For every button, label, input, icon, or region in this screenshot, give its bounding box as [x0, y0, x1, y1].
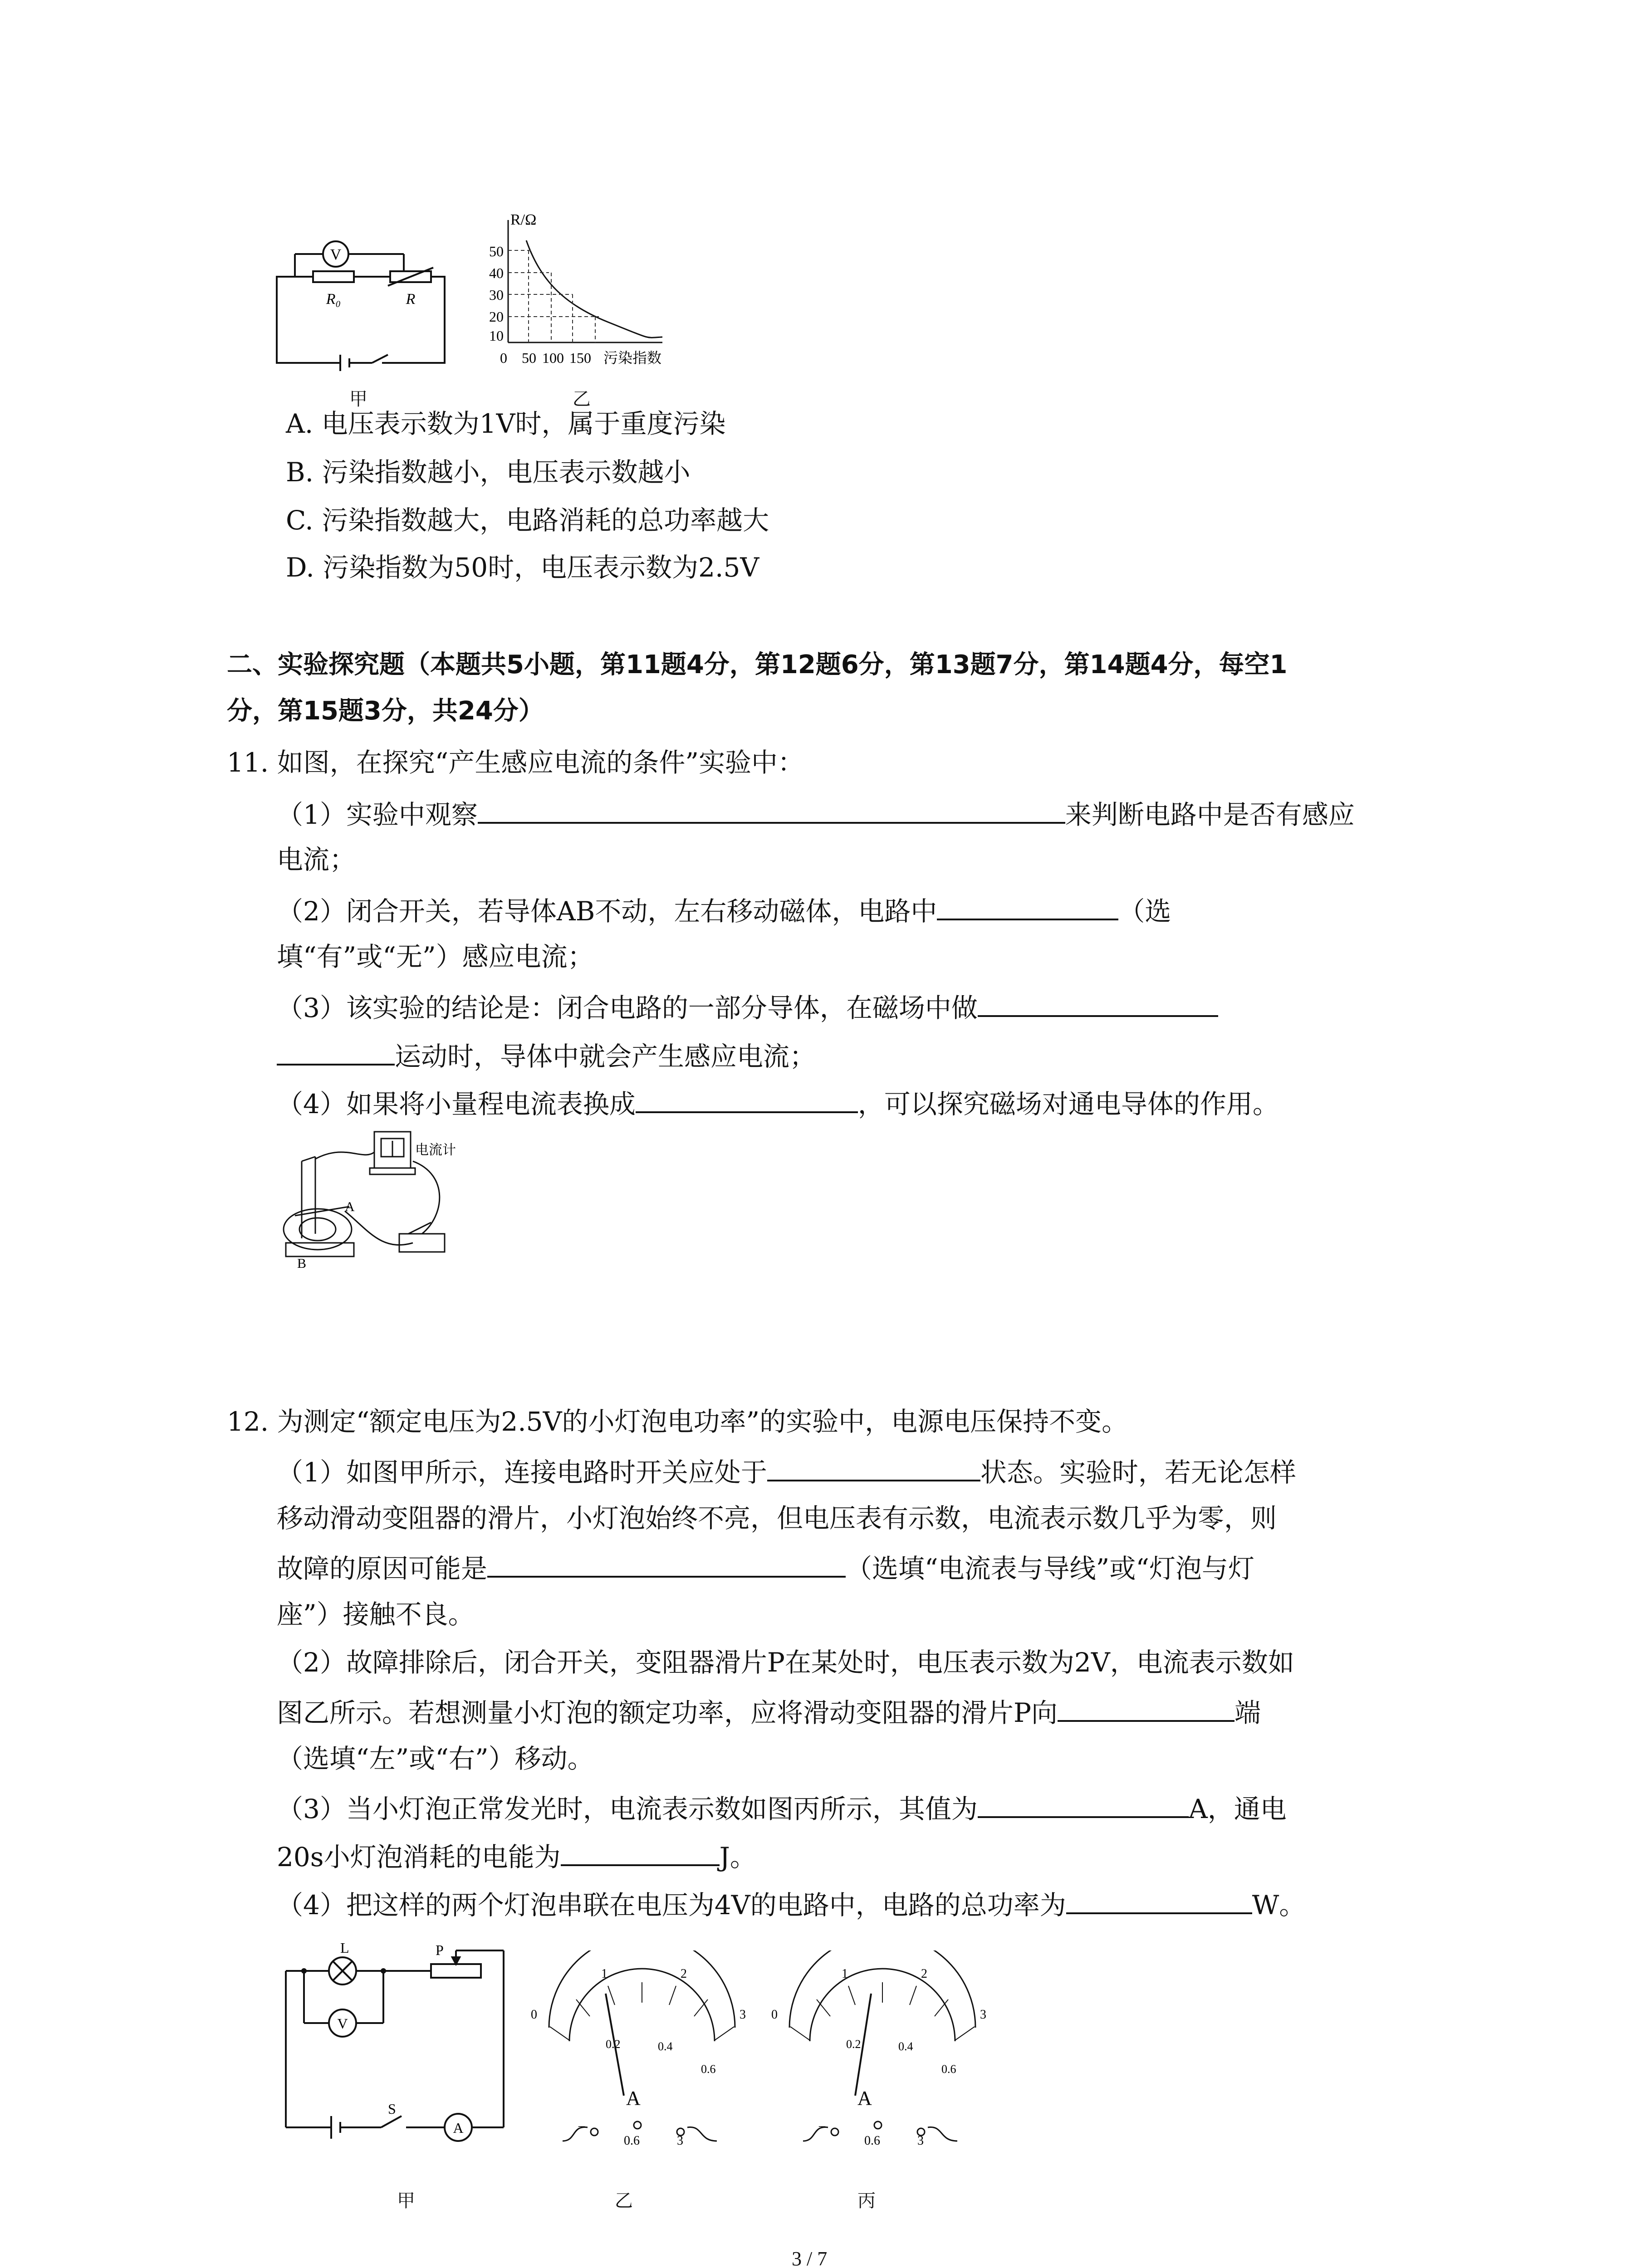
q10-option-d: D. 污染指数为50时，电压表示数为2.5V: [286, 552, 759, 583]
q12-stem: 12. 为测定“额定电压为2.5V的小灯泡电功率”的实验中，电源电压保持不变。: [227, 1406, 1128, 1437]
q11-stem: 11. 如图，在探究“产生感应电流的条件”实验中：: [227, 747, 804, 778]
q12-meter-yi: [522, 1950, 758, 2146]
q12-circuit-figure: [277, 1932, 522, 2146]
q10-graph-ylabel: R/Ω: [510, 211, 537, 228]
q12-meter-bing-caption: 丙: [857, 2190, 876, 2211]
q12-p-label: P: [436, 1942, 444, 1958]
q12-meter-sub-06: 0.6: [941, 2063, 956, 2076]
q11-part1-text-a: （1）实验中观察: [277, 799, 478, 830]
q11-galvanometer-label: 电流计: [415, 1142, 456, 1158]
q10-xtick: 150: [569, 350, 591, 366]
q12-meter-term-06: 0.6: [624, 2134, 640, 2146]
q12-meter-sub-04: 0.4: [898, 2040, 913, 2053]
q12-part4-line1: [277, 1890, 1306, 1921]
q11-part2-text-b: （选: [1118, 896, 1171, 927]
q10-option-a: A. 电压表示数为1V时，属于重度污染: [286, 408, 726, 439]
q12-voltmeter-label: V: [337, 2015, 348, 2032]
q11-part2-line1: [277, 896, 1171, 927]
q12-part3-text-c: 20s小灯泡消耗的电能为: [277, 1842, 561, 1872]
q12-meter-term-neg: –: [819, 2119, 825, 2133]
q12-part2-text-c: 端: [1234, 1697, 1261, 1728]
q12-part3-text-a: （3）当小灯泡正常发光时，电流表示数如图丙所示，其值为: [277, 1794, 978, 1824]
q12-part2-line1: （2）故障排除后，闭合开关，变阻器滑片P在某处时，电压表示数为2V，电流表示数如: [277, 1647, 1294, 1678]
q12-meter-term-3: 3: [677, 2134, 683, 2146]
q11-apparatus-figure: [277, 1125, 495, 1270]
q10-xtick: 50: [522, 350, 536, 366]
q12-meter-unit: A: [857, 2087, 872, 2109]
q11-blank-4[interactable]: [636, 1089, 858, 1113]
q12-part1-line2: 移动滑动变阻器的滑片，小灯泡始终不亮，但电压表有示数，电流表示数几乎为零，则: [277, 1503, 1277, 1534]
q10-voltmeter-label: V: [330, 246, 342, 263]
q11-blank-3a[interactable]: [978, 992, 1218, 1017]
q11-part1-line2: 电流；: [277, 844, 356, 875]
q12-part4-text-b: W。: [1252, 1890, 1306, 1921]
q12-lamp-label: L: [340, 1940, 349, 1956]
q12-meter-yi-caption: 乙: [615, 2190, 633, 2211]
q11-blank-3b[interactable]: [277, 1041, 395, 1066]
q11-part4-line1: [277, 1089, 1279, 1117]
q11-part4-text-b: ，可以探究磁场对通电导体的作用。: [857, 1089, 1279, 1119]
q12-part3-text-b: A，通电: [1188, 1794, 1287, 1824]
q12-part1-line3: [277, 1553, 1254, 1582]
q11-part3-text-b: 运动时，导体中就会产生感应电流；: [395, 1041, 816, 1072]
q12-blank-3a[interactable]: [978, 1794, 1189, 1818]
q11-part1-line1: [277, 799, 1355, 828]
q10-option-b: B. 污染指数越小，电压表示数越小: [286, 457, 691, 488]
q10-fig-right-caption: 乙: [573, 389, 591, 410]
q12-meter-tick-3: 3: [980, 2008, 986, 2022]
q12-meter-tick-1: 1: [601, 1967, 607, 1981]
q12-meter-sub-06: 0.6: [701, 2063, 716, 2076]
q10-ytick: 20: [489, 308, 504, 325]
q12-meter-sub-02: 0.2: [846, 2038, 861, 2051]
q12-meter-tick-2: 2: [921, 1967, 927, 1981]
q12-meter-tick-3: 3: [740, 2008, 746, 2022]
q10-graph-xlabel: 污染指数: [603, 349, 662, 367]
q12-part4-text-a: （4）把这样的两个灯泡串联在电压为4V的电路中，电路的总功率为: [277, 1890, 1066, 1921]
q12-blank-1a[interactable]: [767, 1457, 980, 1481]
q12-part3-text-d: J。: [719, 1842, 756, 1872]
q12-meter-tick-1: 1: [842, 1967, 848, 1981]
q12-circuit-caption: 甲: [397, 2190, 415, 2211]
q12-part2-text-b: 图乙所示。若想测量小灯泡的额定功率，应将滑动变阻器的滑片P向: [277, 1697, 1058, 1728]
q10-option-c: C. 污染指数越大，电路消耗的总功率越大: [286, 505, 769, 536]
q12-ammeter-label: A: [453, 2120, 464, 2136]
q11-blank-1[interactable]: [478, 799, 1065, 824]
q11-label-a: A: [345, 1199, 355, 1214]
q10-r-label: R: [406, 291, 416, 308]
q12-meter-sub-04: 0.4: [658, 2040, 673, 2053]
q12-meter-term-neg: –: [578, 2119, 585, 2133]
q12-meter-tick-0: 0: [531, 2008, 537, 2022]
q10-circuit-figure: [268, 236, 458, 372]
q12-blank-4[interactable]: [1066, 1890, 1252, 1914]
q11-part3-line2: [277, 1041, 816, 1070]
q12-part2-line3: （选填“左”或“右”）移动。: [277, 1743, 594, 1774]
q10-xtick: 0: [500, 350, 507, 366]
page-number: 3 / 7: [792, 2248, 828, 2268]
q12-meter-tick-0: 0: [771, 2008, 778, 2022]
q11-part1-text-b: 来判断电路中是否有感应: [1065, 799, 1355, 830]
q12-switch-label: S: [388, 2101, 396, 2117]
q12-meter-term-3: 3: [917, 2134, 924, 2146]
q12-part1-text-e: （选填“电流表与导线”或“灯泡与灯: [846, 1553, 1254, 1584]
q12-part1-text-a: （1）如图甲所示，连接电路时开关应处于: [277, 1457, 767, 1488]
q11-part3-line1: [277, 992, 1218, 1021]
q12-part3-line1: [277, 1794, 1287, 1822]
q12-part2-line2: [277, 1697, 1261, 1726]
q10-ytick: 50: [489, 243, 504, 259]
q12-meter-unit: A: [626, 2087, 641, 2109]
q12-blank-2[interactable]: [1058, 1697, 1234, 1722]
q12-part3-line2: [277, 1842, 756, 1870]
q12-meter-tick-2: 2: [681, 1967, 687, 1981]
q10-ytick: 10: [489, 327, 504, 344]
q12-part1-line1: [277, 1457, 1296, 1486]
q12-part1-text-d: 故障的原因可能是: [277, 1553, 488, 1584]
q11-part2-text-a: （2）闭合开关，若导体AB不动，左右移动磁体，电路中: [277, 896, 937, 927]
section2-heading-line1: 二、实验探究题（本题共5小题，第11题4分，第12题6分，第13题7分，第14题4分，每空1: [227, 650, 1288, 679]
q10-xtick: 100: [542, 350, 564, 366]
q11-blank-2[interactable]: [937, 896, 1118, 920]
q10-graph-figure: [472, 206, 671, 388]
q10-fig-left-caption: 甲: [349, 389, 367, 410]
q12-blank-1b[interactable]: [487, 1553, 846, 1578]
q11-label-b: B: [297, 1256, 307, 1270]
q12-meter-bing: [762, 1950, 998, 2146]
q12-blank-3b[interactable]: [561, 1842, 720, 1866]
q10-ytick: 40: [489, 265, 504, 281]
q12-meter-sub-02: 0.2: [606, 2038, 621, 2051]
q10-r0-label: R₀: [326, 291, 341, 308]
section2-heading-line2: 分，第15题3分，共24分）: [227, 696, 544, 726]
q11-part4-text-a: （4）如果将小量程电流表换成: [277, 1089, 636, 1119]
q12-meter-term-06: 0.6: [864, 2134, 880, 2146]
q11-part3-text-a: （3）该实验的结论是：闭合电路的一部分导体，在磁场中做: [277, 992, 978, 1023]
q10-ytick: 30: [489, 287, 504, 303]
q12-part1-line4: 座”）接触不良。: [277, 1599, 475, 1630]
q12-part1-text-b: 状态。实验时，若无论怎样: [980, 1457, 1296, 1488]
q11-part2-line2: 填“有”或“无”）感应电流；: [277, 941, 594, 972]
